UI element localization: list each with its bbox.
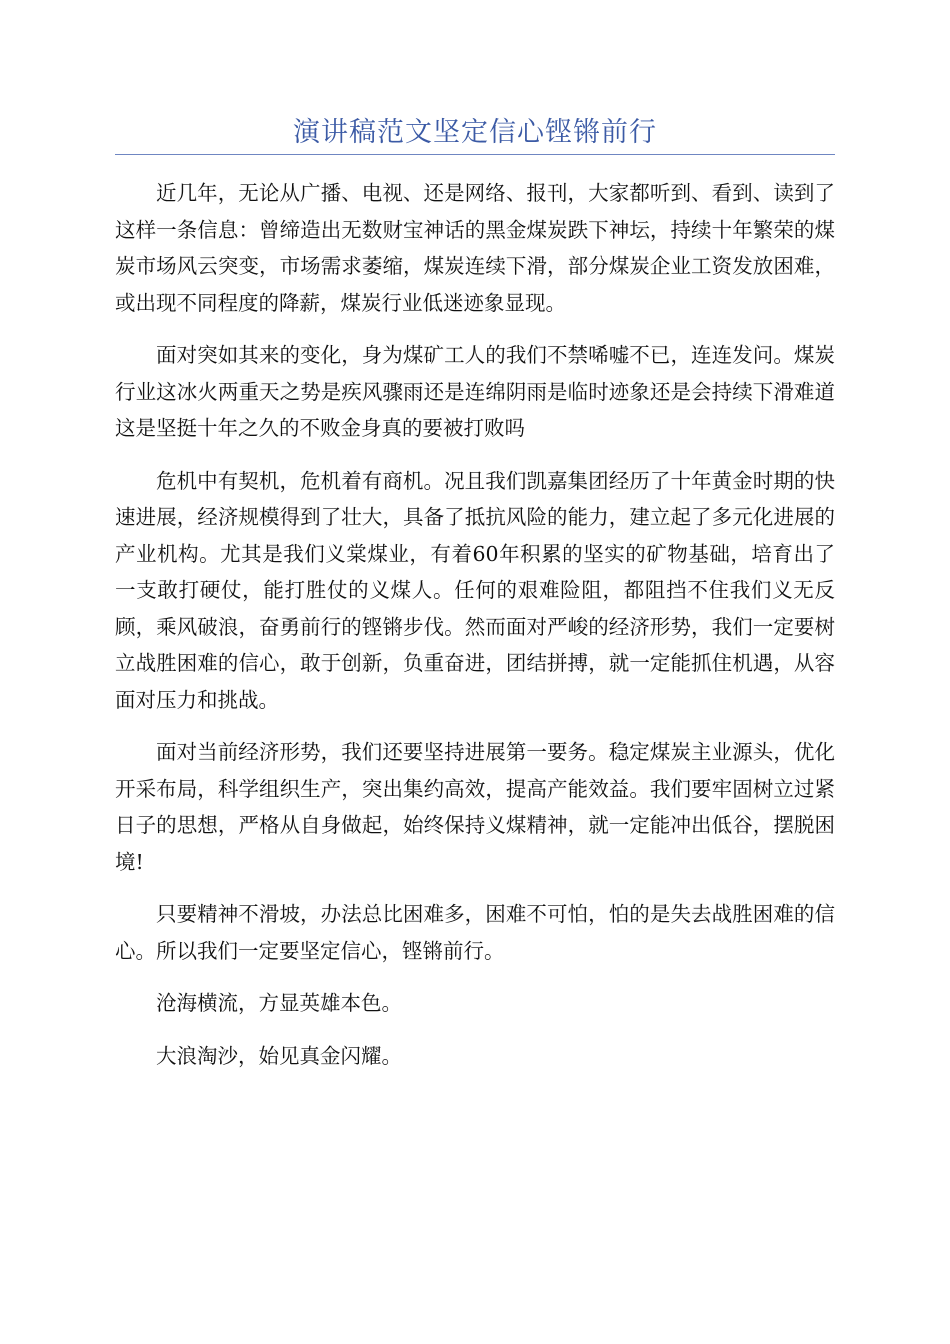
paragraph-3: 危机中有契机，危机着有商机。况且我们凯嘉集团经历了十年黄金时期的快速进展，经济规模得到了壮大，具备了抵抗风险的能力，建立起了多元化进展的产业机构。尤其是我们义棠煤业，有着60年积累的坚实的矿物基础，培育出了一支敢打硬仗，能打胜仗的义煤人。任何的艰难险阻，都阻挡不住我们义无反顾，乘风破浪，奋勇前行的铿锵步伐。然而面对严峻的经济形势，我们一定要树立战胜困难的信心，敢于创新，负重奋进，团结拼搏，就一定能抓住机遇，从容面对压力和挑战。	[115, 468, 835, 712]
title-underline	[115, 154, 835, 155]
paragraph-7: 大浪淘沙，始见真金闪耀。	[156, 1043, 402, 1068]
paragraph-1: 近几年，无论从广播、电视、还是网络、报刊，大家都听到、看到、读到了这样一条信息：曾缔造出无数财宝神话的黑金煤炭跌下神坛，持续十年繁荣的煤炭市场风云突变，市场需求萎缩，煤炭连续下滑，部分煤炭企业工资发放困难，或出现不同程度的降薪，煤炭行业低迷迹象显现。	[115, 181, 835, 315]
document-title: 演讲稿范文坚定信心铿锵前行	[293, 117, 657, 148]
paragraph-5: 只要精神不滑坡，办法总比困难多，困难不可怕，怕的是失去战胜困难的信心。所以我们一定要坚定信心，铿锵前行。	[115, 902, 835, 963]
paragraph-4: 面对当前经济形势，我们还要坚持进展第一要务。稳定煤炭主业源头，优化开采布局，科学组织生产，突出集约高效，提高产能效益。我们要牢固树立过紧日子的思想，严格从自身做起，始终保持义煤精神，就一定能冲出低谷，摆脱困境!	[115, 740, 835, 874]
paragraph-6: 沧海横流，方显英雄本色。	[156, 991, 402, 1015]
document-body	[115, 175, 835, 1090]
paragraph-2: 面对突如其来的变化，身为煤矿工人的我们不禁唏嘘不已，连连发问。煤炭行业这冰火两重天之势是疾风骤雨还是连绵阴雨是临时迹象还是会持续下滑难道这是坚挺十年之久的不败金身真的要被打败吗	[115, 343, 835, 440]
